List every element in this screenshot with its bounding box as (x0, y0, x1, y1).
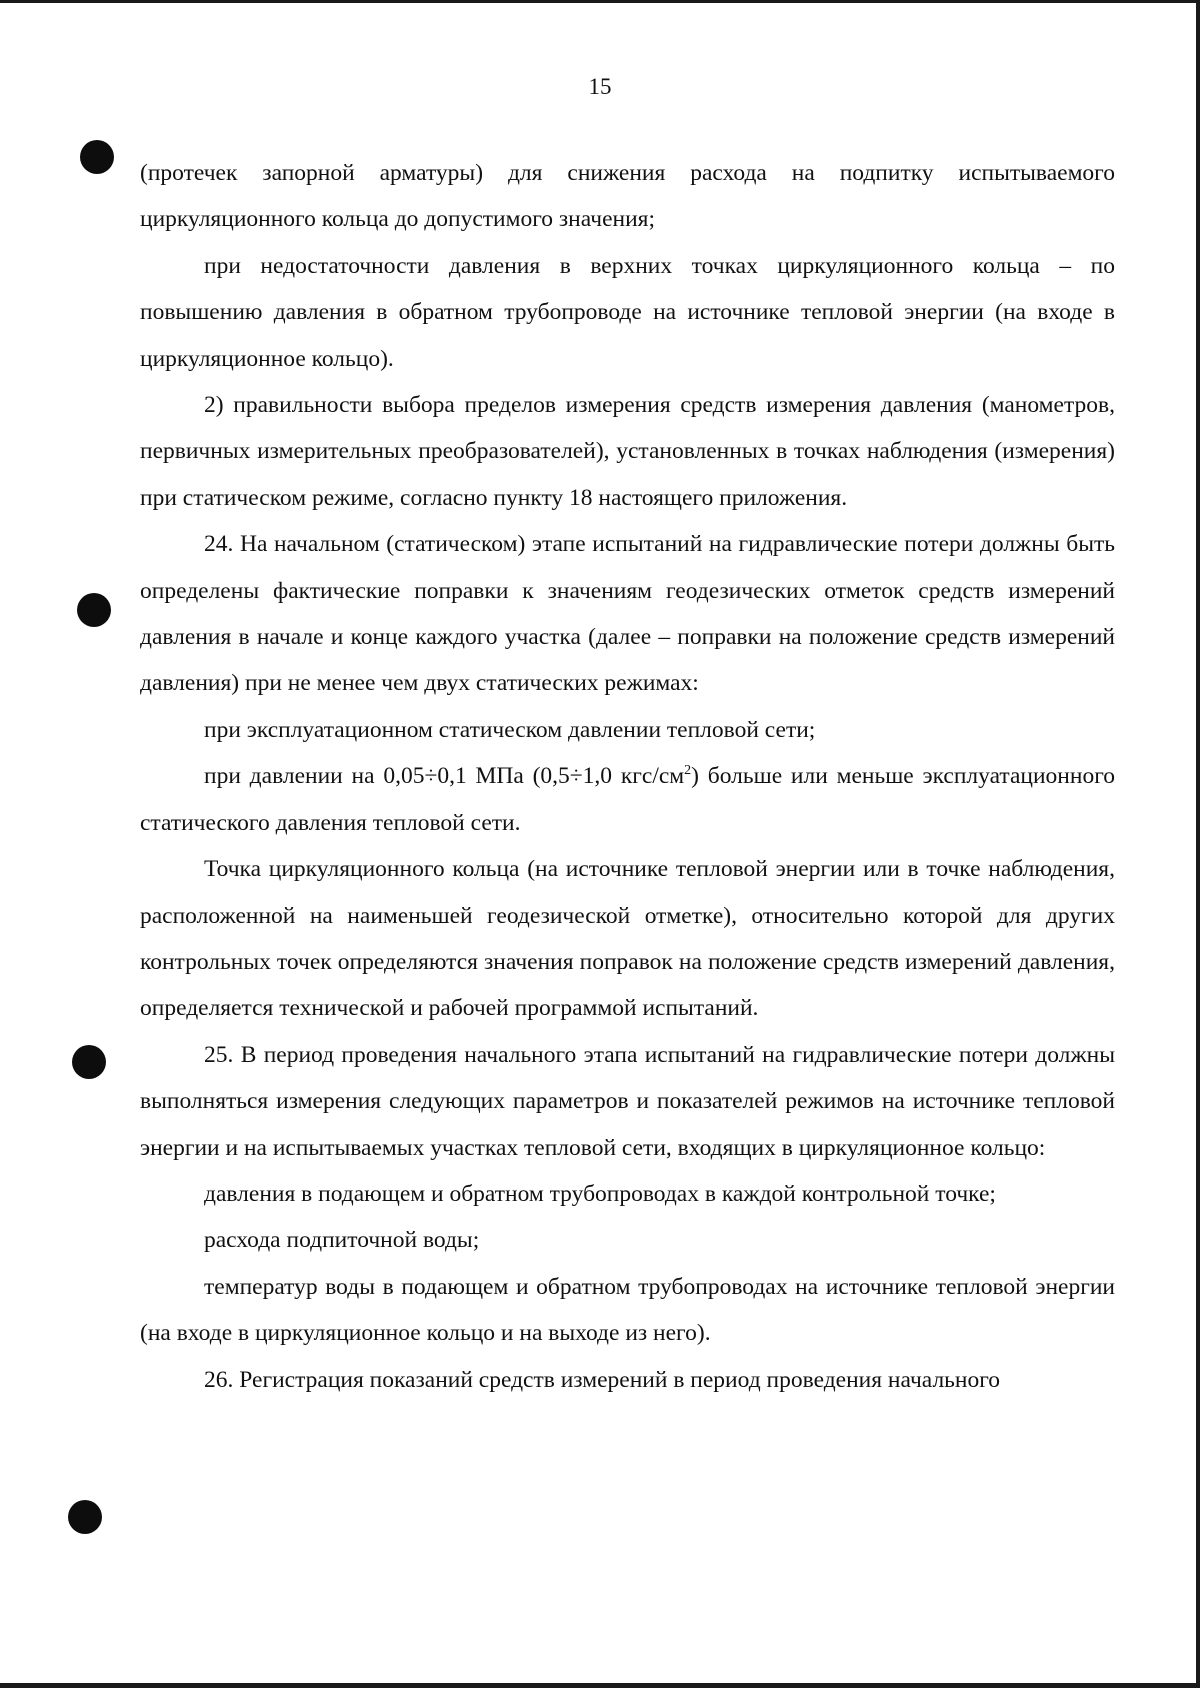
paragraph: температур воды в подающем и обратном трубопроводах на источнике тепловой энергии (на входе в циркуляционное кольцо и на выходе из него). (140, 1273, 1115, 1347)
paragraph: расхода подпиточной воды; (204, 1227, 480, 1254)
paragraph: при эксплуатационном статическом давлении тепловой сети; (204, 716, 816, 743)
paragraph: при недостаточности давления в верхних точках циркуляционного кольца – по повышению давления в обратном трубопроводе на источнике тепловой энергии (на входе в циркуляционное кольцо). (140, 252, 1115, 372)
paragraph: 26. Регистрация показаний средств измерений в период проведения начального (204, 1366, 1001, 1393)
paragraph: 24. На начальном (статическом) этапе испытаний на гидравлические потери должны быть определены фактические поправки к значениям геодезических отметок средств измерений давления в начале и конце каждого участка (далее – поправки на положение средств измерений давления) при не менее чем двух статических режимах: (140, 531, 1115, 697)
punch-hole-3 (72, 1045, 106, 1079)
page-number: 15 (588, 74, 612, 99)
scan-edge-right (1196, 0, 1200, 1688)
paragraph: Точка циркуляционного кольца (на источнике тепловой энергии или в точке наблюдения, расположенной на наименьшей геодезической отметке), относительно которой для других контрольных точек определяются значения поправок на положение средств измерений давления, определяется технической и рабочей программой испытаний. (140, 856, 1115, 1022)
paragraph: 25. В период проведения начального этапа испытаний на гидравлические потери должны выполняться измерения следующих параметров и показателей режимов на источнике тепловой энергии и на испытываемых участках тепловой сети, входящих в циркуляционное кольцо: (140, 1041, 1115, 1161)
punch-hole-4 (68, 1500, 102, 1534)
punch-hole-1 (80, 140, 114, 174)
paragraph: давления в подающем и обратном трубопроводах в каждой контрольной точке; (204, 1180, 996, 1207)
paragraph (140, 753, 1115, 846)
scan-edge-top (0, 0, 1200, 3)
paragraph-text-before: при давлении на 0,05÷0,1 МПа (0,5÷1,0 кгс/см (204, 763, 685, 790)
paragraph-text-after: ) больше или меньше эксплуатационного статического давления тепловой сети. (140, 763, 1116, 836)
punch-hole-2 (77, 593, 111, 627)
scan-edge-bottom (0, 1683, 1200, 1688)
paragraph: (протечек запорной арматуры) для снижения расхода на подпитку испытываемого циркуляционного кольца до допустимого значения; (140, 160, 1115, 233)
superscript: 2 (684, 763, 692, 779)
document-body (140, 150, 1115, 1403)
paragraph: 2) правильности выбора пределов измерения средств измерения давления (манометров, первичных измерительных преобразователей), установленных в точках наблюдения (измерения) при статическом режиме, согласно пункту 18 настоящего приложения. (140, 392, 1115, 511)
